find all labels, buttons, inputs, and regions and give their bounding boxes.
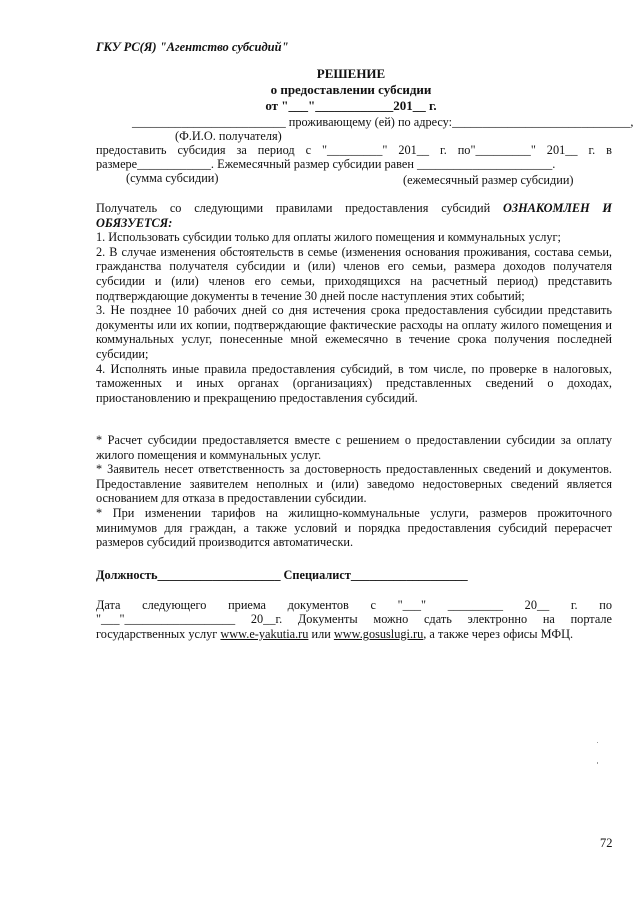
gosuslugi-link[interactable]: www.gosuslugi.ru — [333, 627, 424, 641]
rules-section — [96, 201, 612, 405]
next-date-line-2: "___"__________________ 20__г. Документы можно сдать электронно на портале — [96, 612, 612, 626]
rule-item: 3. Не позднее 10 рабочих дней со дня истечения срока предоставления субсидии представить документы или их копии, подтверждающие фактические расходы на оплату жилого помещения и коммунальных услуг, понесенные мной ежемесячно в течение срока получения последней субсидии; — [96, 303, 612, 361]
notes-section — [96, 433, 612, 550]
signature-line: Должность____________________ Специалист___________________ — [96, 568, 468, 582]
amount-line: размере____________. Ежемесячный размер субсидии равен ______________________. — [96, 157, 556, 171]
note-item: * При изменении тарифов на жилищно-коммунальные услуги, размеров прожиточного минимумов для граждан, а также условий и порядка предоставления субсидий перерасчет размеров субсидий производится автоматически. — [96, 505, 612, 550]
note-item: * Заявитель несет ответственность за достоверность предоставленных сведений и документов. Предоставление заявителем неполных и (или) заведомо недостоверных сведений является основанием для отказа в предоставлении субсидии. — [96, 462, 612, 506]
portal-or: или — [311, 627, 331, 641]
note-item: * Расчет субсидии предоставляется вместе с решением о предоставлении субсидии за оплату жилого помещения и коммунальных услуг. — [96, 433, 612, 462]
rule-item: 1. Использовать субсидии только для оплаты жилого помещения и коммунальных услуг; — [96, 230, 561, 245]
rule-item: 2. В случае изменения обстоятельств в семье (изменения основания проживания, состава семьи, гражданства получателя субсидии и (или) членов его семьи, размера доходов получателя субсидии и (или) членов его семьи, приходящихся на расчетный период) представить подтверждающие документы в течение 30 дней после наступления этих событий; — [96, 244, 612, 303]
rules-intro-emphasis: ОЗНАКОМЛЕН И ОБЯЗУЕТСЯ — [96, 201, 612, 230]
period-line: предоставить субсидия за период с "_________" 201__ г. по"_________" 201__ г. в — [96, 143, 612, 157]
page-number: 72 — [600, 836, 613, 850]
amount-caption: (сумма субсидии) — [126, 171, 219, 185]
portal-suffix: , а также через офисы МФЦ. — [423, 627, 574, 641]
rule-item: 4. Исполнять иные правила предоставления субсидий, в том числе, по проверке в налоговых, таможенных и иных органах (организациях) представленных сведений о доходах, приостановлению и прекращению предоставления субсидий. — [96, 361, 612, 405]
decision-date-line: от "___"____________201__ г. — [265, 98, 437, 113]
document-title: РЕШЕНИЕ — [316, 66, 386, 81]
document-subtitle: о предоставлении субсидии — [270, 82, 432, 97]
agency-header: ГКУ РС(Я) "Агентство субсидий" — [96, 40, 289, 54]
next-date-line: Дата следующего приема документов с "___" _________ 20__ г. по — [96, 598, 612, 612]
portal-prefix: государственных услуг — [96, 627, 218, 641]
rules-intro-text: Получатель со следующими правилами предоставления субсидий — [96, 201, 491, 215]
portal-line — [96, 627, 573, 642]
monthly-amount-caption: (ежемесячный размер субсидии) — [403, 173, 574, 187]
scan-speck — [597, 742, 598, 743]
e-yakutia-link[interactable]: www.e-yakutia.ru — [220, 627, 309, 641]
rules-intro-colon: : — [168, 215, 173, 230]
scan-speck — [597, 762, 598, 764]
rules-intro — [96, 201, 612, 230]
recipient-address-line: _________________________ проживающему (ей) по адресу:_____________________________, — [132, 115, 634, 129]
recipient-caption: (Ф.И.О. получателя) — [175, 129, 282, 143]
